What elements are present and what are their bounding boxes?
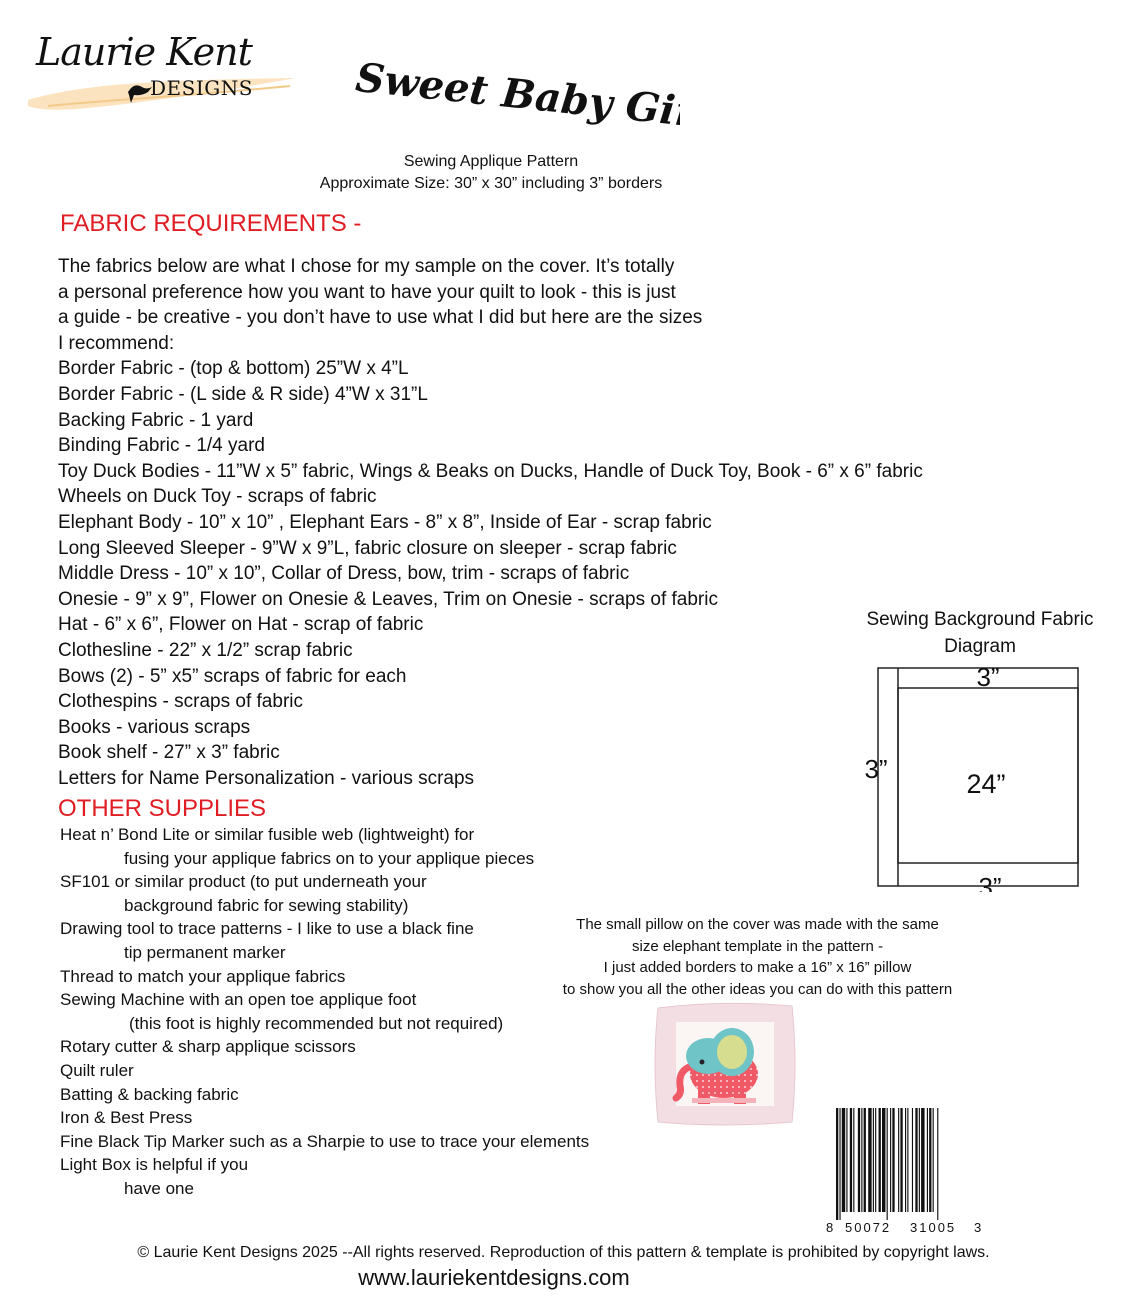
barcode-bar	[898, 1108, 899, 1212]
barcode-bar	[887, 1108, 888, 1220]
barcode-bar	[892, 1108, 894, 1212]
barcode-bar	[850, 1108, 852, 1212]
barcode-bar	[905, 1108, 906, 1212]
barcode-bar	[842, 1108, 845, 1212]
background-fabric-diagram	[862, 662, 1102, 892]
barcode-bar	[929, 1108, 931, 1212]
supply-line: Sewing Machine with an open toe applique foot	[60, 990, 417, 1010]
supply-line: fusing your applique fabrics on to your applique pieces	[124, 848, 535, 868]
fabric-requirements-heading: FABRIC REQUIREMENTS -	[60, 210, 362, 237]
fabric-line: Backing Fabric - 1 yard	[58, 409, 254, 431]
pillow-note-line: I just added borders to make a 16” x 16” pillow	[603, 959, 912, 976]
fabric-requirements-list	[58, 254, 923, 791]
barcode-bar	[853, 1108, 854, 1212]
barcode-bar	[858, 1108, 860, 1212]
fabric-line: Clothesline - 22” x 1/2” scrap fabric	[58, 639, 353, 661]
pillow-note-line: The small pillow on the cover was made with the same	[576, 916, 939, 933]
fabric-line: Onesie - 9” x 9”, Flower on Onesie & Leaves, Trim on Onesie - scraps of fabric	[58, 588, 718, 610]
supply-line: Batting & backing fabric	[60, 1084, 239, 1104]
barcode-bar	[907, 1108, 908, 1212]
barcode-bar	[873, 1108, 874, 1212]
barcode-bar	[919, 1108, 920, 1212]
supply-line: SF101 or similar product (to put underneath your	[60, 872, 427, 892]
barcode-bar	[875, 1108, 876, 1212]
approximate-size: Approximate Size: 30” x 30” including 3” borders	[319, 175, 663, 192]
barcode-bar	[933, 1108, 934, 1212]
barcode-bar	[861, 1108, 862, 1212]
supply-line: background fabric for sewing stability)	[124, 895, 409, 915]
fabric-line: Bows (2) - 5” x5” scraps of fabric for each	[58, 665, 407, 687]
fabric-line: Elephant Body - 10” x 10” , Elephant Ears - 8” x 8”, Inside of Ear - scrap fabric	[58, 511, 712, 533]
pillow-note-line: to show you all the other ideas you can do with this pattern	[562, 980, 953, 998]
pillow-note-line: size elephant template in the pattern -	[632, 937, 883, 955]
barcode-bar	[868, 1108, 871, 1212]
fabric-line: Middle Dress - 10” x 10”, Collar of Dress, bow, trim - scraps of fabric	[58, 563, 630, 585]
diagram-center-label: 24”	[966, 769, 1006, 799]
barcode-bar	[879, 1108, 881, 1212]
fabric-line: Hat - 6” x 6”, Flower on Hat - scrap of fabric	[58, 614, 424, 636]
barcode-bars	[836, 1108, 938, 1220]
fabric-line: a guide - be creative - you don’t have to use what I did but here are the sizes	[58, 307, 703, 329]
website-url: www.lauriekentdesigns.com	[358, 1265, 630, 1290]
barcode-check-digit: 3	[974, 1220, 982, 1233]
diagram-left-label: 3”	[864, 754, 888, 784]
copyright-notice: © Laurie Kent Designs 2025 --All rights reserved. Reproduction of this pattern & template is prohibited by copyright laws.	[137, 1244, 990, 1261]
fabric-line: I recommend:	[58, 332, 175, 354]
fabric-line: Book shelf - 27” x 3” fabric	[58, 742, 280, 764]
barcode-bar	[915, 1108, 917, 1212]
barcode-bar	[864, 1108, 866, 1212]
supply-line: (this foot is highly recommended but not required)	[129, 1013, 504, 1033]
barcode-bar	[846, 1108, 847, 1212]
supply-line: Thread to match your applique fabrics	[60, 966, 346, 986]
fabric-line: Toy Duck Bodies - 11”W x 5” fabric, Wings & Beaks on Ducks, Handle of Duck Toy, Book - 6” x 6” fabric	[58, 460, 923, 482]
pattern-type: Sewing Applique Pattern	[403, 153, 579, 170]
diagram-title	[840, 606, 1120, 660]
barcode-bar	[937, 1108, 938, 1220]
barcode-left-group: 50072	[845, 1220, 892, 1233]
other-supplies-list	[60, 823, 589, 1201]
barcode-bar	[927, 1108, 928, 1212]
fabric-line: a personal preference how you want to have your quilt to look - this is just	[58, 281, 676, 303]
barcode-bar	[912, 1108, 913, 1212]
diagram-top-label: 3”	[976, 662, 1000, 692]
pillow-photo	[652, 1000, 797, 1128]
logo-wordmark: Laurie Kent	[36, 30, 252, 74]
barcode-bar	[921, 1108, 924, 1212]
diagram-title-line: Sewing Background Fabric	[866, 609, 1094, 630]
supply-line: have one	[124, 1178, 194, 1198]
diagram-bottom-label: 3”	[978, 872, 1002, 892]
pattern-title	[350, 35, 680, 130]
supply-line: Rotary cutter & sharp applique scissors	[60, 1037, 356, 1057]
supply-line: Drawing tool to trace patterns - I like to use a black fine	[60, 919, 474, 939]
barcode-bar	[836, 1108, 838, 1220]
fabric-line: Wheels on Duck Toy - scraps of fabric	[58, 486, 377, 508]
fabric-line: Border Fabric - (top & bottom) 25”W x 4”L	[58, 358, 409, 380]
supply-line: Fine Black Tip Marker such as a Sharpie to use to trace your elements	[60, 1131, 590, 1151]
pillow-note	[530, 914, 985, 1000]
fabric-line: Clothespins - scraps of fabric	[58, 691, 303, 713]
diagram-title-line: Diagram	[944, 636, 1016, 657]
barcode-bar	[839, 1108, 840, 1220]
barcode	[826, 1108, 984, 1233]
supply-line: Quilt ruler	[60, 1060, 134, 1080]
barcode-bar	[900, 1108, 902, 1212]
pattern-title-text: Sweet Baby Girl	[353, 53, 680, 130]
barcode-right-group: 31005	[910, 1220, 957, 1233]
logo-designs-text: DESIGNS	[150, 76, 253, 100]
barcode-bar	[890, 1108, 891, 1212]
fabric-line: Border Fabric - (L side & R side) 4”W x 31”L	[58, 383, 428, 405]
barcode-first-digit: 8	[826, 1220, 834, 1233]
supply-line: tip permanent marker	[124, 942, 286, 962]
supply-line: Heat n’ Bond Lite or similar fusible web (lightweight) for	[60, 825, 475, 844]
barcode-bar	[882, 1108, 885, 1212]
fabric-line: The fabrics below are what I chose for my sample on the cover. It’s totally	[58, 256, 675, 277]
fabric-line: Letters for Name Personalization - various scraps	[58, 767, 475, 789]
fabric-line: Binding Fabric - 1/4 yard	[58, 435, 265, 457]
fabric-line: Books - various scraps	[58, 716, 251, 738]
other-supplies-heading: OTHER SUPPLIES	[58, 795, 267, 822]
supply-line: Light Box is helpful if you	[60, 1155, 249, 1175]
fabric-line: Long Sleeved Sleeper - 9”W x 9”L, fabric closure on sleeper - scrap fabric	[58, 537, 677, 559]
supply-line: Iron & Best Press	[60, 1108, 193, 1128]
